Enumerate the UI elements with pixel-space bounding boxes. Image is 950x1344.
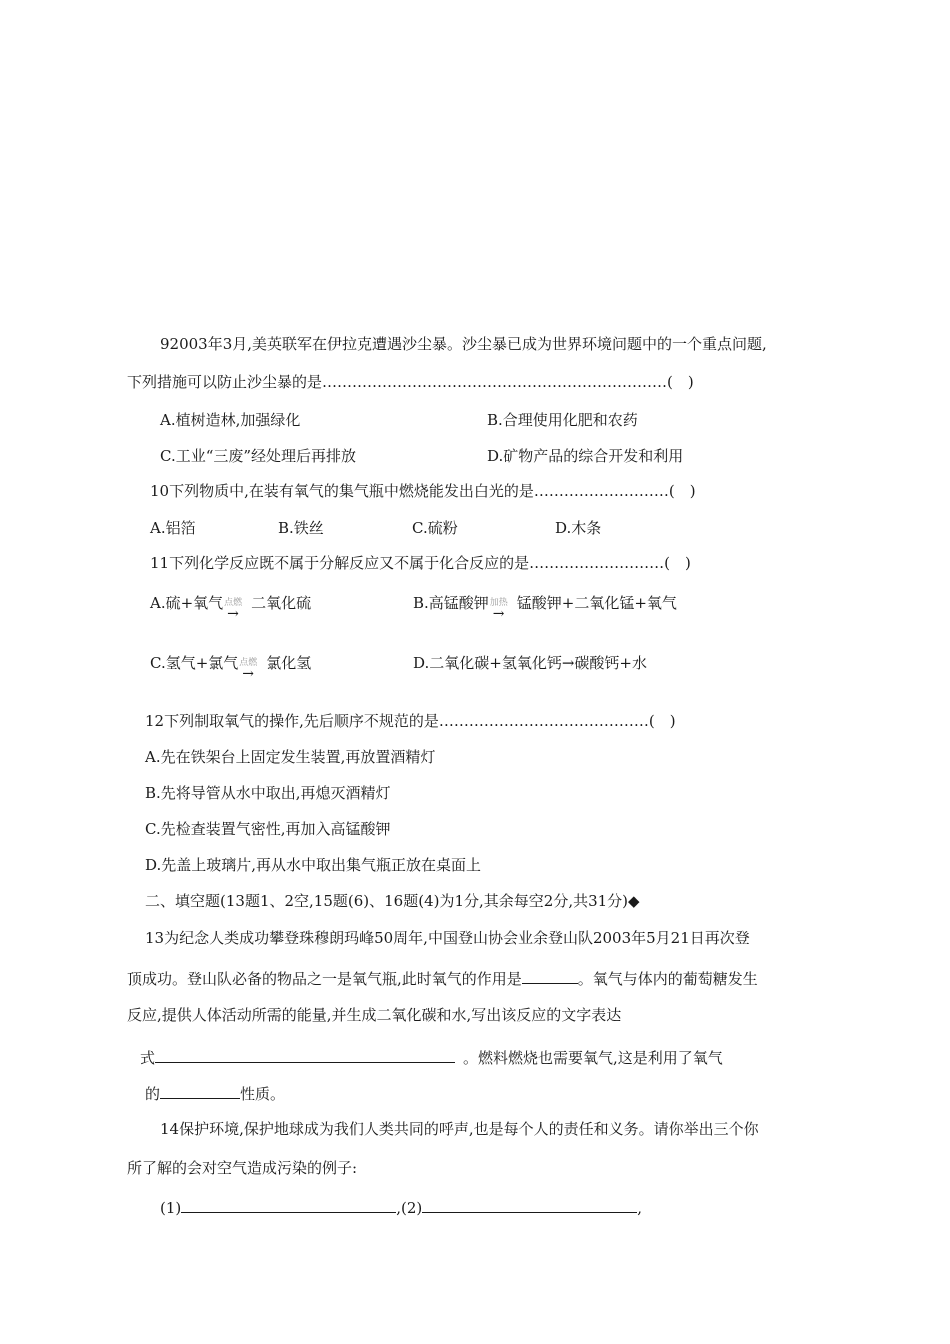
section-heading: 二、填空题(13题1、2空,15题(6)、16题(4)为1分,其余每空2分,共31分)◆ (145, 892, 640, 910)
q11-b-reactants: B.高锰酸钾 (413, 594, 489, 612)
q11-stem: 11下列化学反应既不属于分解反应又不属于化合反应的是………………………( ) (150, 554, 691, 572)
q13-equation-blank[interactable] (155, 1046, 455, 1063)
q13-line5-tail: 性质。 (240, 1085, 286, 1103)
q11-a-reactants: A.硫+氧气 (150, 594, 224, 612)
q13-oxygen-function-blank[interactable] (522, 967, 578, 984)
q9-stem-line1: 92003年3月,美英联军在伊拉克遭遇沙尘暴。沙尘暴已成为世界环境问题中的一个重点问题, (160, 335, 767, 353)
q9-option-c: C.工业“三废”经处理后再排放 (160, 447, 357, 465)
q10-stem: 10下列物质中,在装有氧气的集气瓶中燃烧能发出白光的是………………………( ) (150, 482, 696, 500)
q10-option-a: A.铝箔 (150, 519, 196, 537)
q13-line5 (145, 1082, 285, 1104)
q11-c-condition-label: 点燃 (239, 658, 258, 668)
reaction-arrow-icon: → (242, 666, 255, 682)
q11-a-condition-label: 点燃 (224, 598, 243, 608)
q9-option-d: D.矿物产品的综合开发和利用 (487, 447, 684, 465)
q12-option-a: A.先在铁架台上固定发生装置,再放置酒精灯 (145, 748, 436, 766)
q14-item2-label: (2) (401, 1199, 423, 1217)
q13-line5-text: 的 (145, 1085, 161, 1103)
q11-c-reactants: C.氢气+氯气 (150, 654, 239, 672)
q14-end-punct: , (637, 1199, 643, 1217)
q11-a-products: 二氧化硫 (251, 594, 312, 612)
q13-line4-tail: 。燃料燃烧也需要氧气,这是利用了氧气 (463, 1049, 723, 1067)
q11-c-products: 氯化氢 (266, 654, 312, 672)
reaction-arrow-icon: → (492, 606, 505, 622)
q13-line1: 13为纪念人类成功攀登珠穆朗玛峰50周年,中国登山协会业余登山队2003年5月21日再次登 (145, 929, 750, 947)
reaction-arrow-icon: → (227, 606, 239, 622)
q10-option-c: C.硫粉 (412, 519, 458, 537)
q12-option-c: C.先检查装置气密性,再加入高锰酸钾 (145, 820, 391, 838)
q14-answer2-blank[interactable] (422, 1196, 637, 1213)
q11-b-condition (489, 593, 517, 622)
q11-c-condition (238, 653, 266, 682)
q14-line2: 所了解的会对空气造成污染的例子: (127, 1159, 358, 1177)
q10-option-d: D.木条 (555, 519, 602, 537)
q11-option-b (413, 593, 677, 622)
q12-option-b: B.先将导管从水中取出,再熄灭酒精灯 (145, 784, 391, 802)
q14-line1: 14保护环境,保护地球成为我们人类共同的呼声,也是每个人的责任和义务。请你举出三个你 (160, 1120, 759, 1138)
q14-answer1-blank[interactable] (181, 1196, 396, 1213)
q11-b-products: 锰酸钾+二氧化锰+氧气 (516, 594, 677, 612)
q9-option-a: A.植树造林,加强绿化 (160, 411, 301, 429)
q13-line2-tail: 。氧气与体内的葡萄糖发生 (577, 970, 758, 988)
q11-option-a (150, 593, 312, 622)
q14-separator: , (396, 1199, 402, 1217)
q13-property-blank[interactable] (160, 1082, 240, 1099)
q12-option-d: D.先盖上玻璃片,再从水中取出集气瓶正放在桌面上 (145, 856, 482, 874)
q12-stem: 12下列制取氧气的操作,先后顺序不规范的是……………………………………( ) (145, 712, 676, 730)
q11-option-d: D.二氧化碳+氢氧化钙→碳酸钙+水 (413, 654, 647, 672)
q13-line4-text: 式 (140, 1049, 156, 1067)
q13-line2 (127, 967, 758, 989)
q11-a-condition (223, 593, 251, 622)
q9-option-b: B.合理使用化肥和农药 (487, 411, 638, 429)
q14-answers (160, 1196, 642, 1218)
q10-option-b: B.铁丝 (278, 519, 324, 537)
q13-line3: 反应,提供人体活动所需的能量,并生成二氧化碳和水,写出该反应的文字表达 (127, 1006, 622, 1024)
q13-line2-text: 顶成功。登山队必备的物品之一是氧气瓶,此时氧气的作用是 (127, 970, 522, 988)
q11-b-condition-label: 加热 (489, 598, 508, 608)
q14-item1-label: (1) (160, 1199, 182, 1217)
q11-option-c (150, 653, 312, 682)
q9-stem-line2: 下列措施可以防止沙尘暴的是……………………………………………………………( ) (127, 373, 694, 391)
q13-line4 (140, 1046, 723, 1068)
